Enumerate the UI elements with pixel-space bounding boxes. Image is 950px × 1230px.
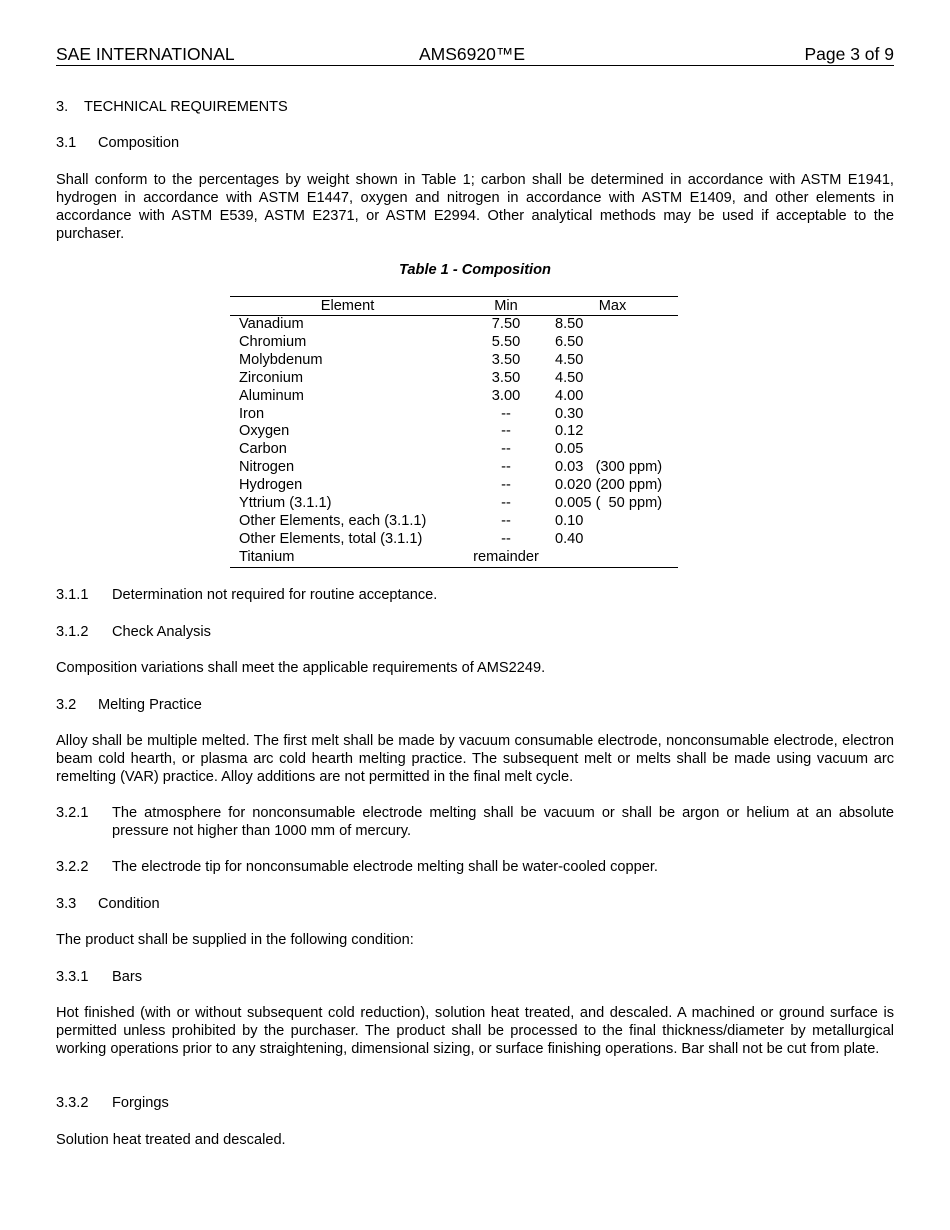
header-document-id: AMS6920™E (419, 44, 526, 64)
section-title: Forgings (112, 1095, 169, 1111)
cell-max: 4.50 (555, 351, 584, 368)
section-number: 3.2.1 (56, 805, 89, 821)
column-header-max: Max (547, 297, 678, 316)
cell-max: 0.40 (555, 530, 584, 547)
cell-max: 0.05 (555, 441, 584, 458)
cell-element: Zirconium (239, 369, 304, 386)
cell-element: Titanium (230, 549, 465, 567)
table-row (230, 477, 678, 495)
section-title: Composition (98, 135, 180, 151)
cell-element: Carbon (239, 441, 287, 458)
section-title: Check Analysis (112, 624, 211, 640)
cell-element: Other Elements, each (3.1.1) (239, 512, 427, 529)
section-text: The electrode tip for nonconsumable electrode melting shall be water-cooled copper. (112, 859, 658, 875)
table-row (230, 352, 678, 370)
section-title: Condition (98, 896, 160, 912)
cell-min: -- (501, 441, 511, 458)
cell-element: Nitrogen (239, 459, 295, 476)
cell-max: 4.50 (555, 369, 584, 386)
cell-element: Chromium (239, 333, 307, 350)
cell-max: 0.10 (555, 512, 584, 529)
section-number: 3.1 (56, 135, 77, 151)
section-3-1-body: Shall conform to the percentages by weight shown in Table 1; carbon shall be determined in accordance with ASTM E1941, hydrogen in accordance with ASTM E1447, oxygen and nitrogen in accordance with ASTM E1409, and other elements in accordance with ASTM E539, ASTM E2371, or ASTM E2994. Other analytical methods may be used if acceptable to the purchaser. (56, 172, 894, 242)
table-row (230, 459, 678, 477)
cell-min: -- (501, 423, 511, 440)
page-header (56, 44, 894, 66)
section-number: 3.3.2 (56, 1095, 89, 1111)
table-row (230, 388, 678, 406)
section-number: 3.2 (56, 697, 77, 713)
section-number: 3.3.1 (56, 969, 89, 985)
cell-min: -- (501, 495, 511, 512)
section-title: Melting Practice (98, 697, 202, 713)
table-row (230, 549, 678, 567)
cell-element: Iron (239, 405, 265, 422)
cell-max: 8.50 (555, 316, 584, 332)
section-title: Bars (112, 969, 143, 985)
table-row (230, 316, 678, 334)
cell-max: 6.50 (555, 333, 584, 350)
table-row (230, 370, 678, 388)
table-caption: Table 1 - Composition (399, 262, 551, 278)
section-title: Determination not required for routine acceptance. (112, 587, 438, 603)
cell-min: -- (501, 405, 511, 422)
cell-max: 0.005 ( 50 ppm) (555, 495, 663, 512)
section-number: 3.3 (56, 896, 77, 912)
cell-max: 4.00 (555, 387, 584, 404)
section-3-2-body: Alloy shall be multiple melted. The first melt shall be made by vacuum consumable electrode, nonconsumable electrode, electron beam cold hearth, or plasma arc cold hearth melting practice. The subsequent melt or melts shall be made using vacuum arc remelting (VAR) practice. Alloy additions are not permitted in the final melt cycle. (56, 733, 894, 785)
cell-element: Molybdenum (239, 351, 323, 368)
cell-min: -- (501, 459, 511, 476)
cell-min: -- (501, 530, 511, 547)
section-3-2-1 (56, 804, 894, 840)
section-number: 3.1.1 (56, 587, 89, 603)
table-row (230, 334, 678, 352)
column-header-element: Element (230, 297, 465, 316)
table-row (230, 513, 678, 531)
cell-min: 3.00 (491, 387, 521, 404)
cell-element: Hydrogen (239, 477, 303, 494)
table-row (230, 441, 678, 459)
section-3-3-body: The product shall be supplied in the following condition: (56, 932, 414, 948)
cell-element: Other Elements, total (3.1.1) (239, 530, 423, 547)
section-text: The atmosphere for nonconsumable electrode melting shall be vacuum or shall be argon or helium at an absolute pressure not higher than 1000 mm of mercury. (112, 805, 894, 839)
cell-max: 0.03 (300 ppm) (555, 459, 663, 476)
cell-min: 3.50 (491, 351, 521, 368)
cell-element: Aluminum (239, 387, 304, 404)
cell-max (547, 549, 678, 567)
table-row (230, 423, 678, 441)
cell-min: remainder (465, 549, 547, 567)
cell-min: 3.50 (491, 369, 521, 386)
table-header-row (230, 297, 678, 316)
header-page-number: Page 3 of 9 (804, 44, 894, 64)
cell-element: Yttrium (3.1.1) (239, 495, 332, 512)
cell-max: 0.020 (200 ppm) (555, 477, 663, 494)
table-row (230, 495, 678, 513)
cell-min: 7.50 (491, 316, 521, 332)
cell-max: 0.30 (555, 405, 584, 422)
column-header-min: Min (465, 297, 547, 316)
cell-element: Oxygen (239, 423, 290, 440)
cell-max: 0.12 (555, 423, 584, 440)
cell-element: Vanadium (239, 316, 304, 332)
section-number: 3.2.2 (56, 859, 89, 875)
composition-table (230, 296, 678, 568)
section-3-3-1-body: Hot finished (with or without subsequent cold reduction), solution heat treated, and descaled. A machined or ground surface is permitted unless prohibited by the purchaser. The product shall be processed to the final thickness/diameter by metallurgical working operations prior to any straightening, dimensional sizing, or surface finishing operations. Bar shall not be cut from plate. (56, 1005, 894, 1057)
section-number: 3. (56, 99, 69, 115)
section-number: 3.1.2 (56, 624, 89, 640)
table-row (230, 406, 678, 424)
header-organization: SAE INTERNATIONAL (56, 44, 235, 64)
cell-min: 5.50 (491, 333, 521, 350)
section-3-3-2-body: Solution heat treated and descaled. (56, 1132, 286, 1148)
cell-min: -- (501, 477, 511, 494)
section-3-1-2-body: Composition variations shall meet the applicable requirements of AMS2249. (56, 660, 546, 676)
section-title: TECHNICAL REQUIREMENTS (84, 99, 288, 115)
table-row (230, 531, 678, 549)
cell-min: -- (501, 512, 511, 529)
